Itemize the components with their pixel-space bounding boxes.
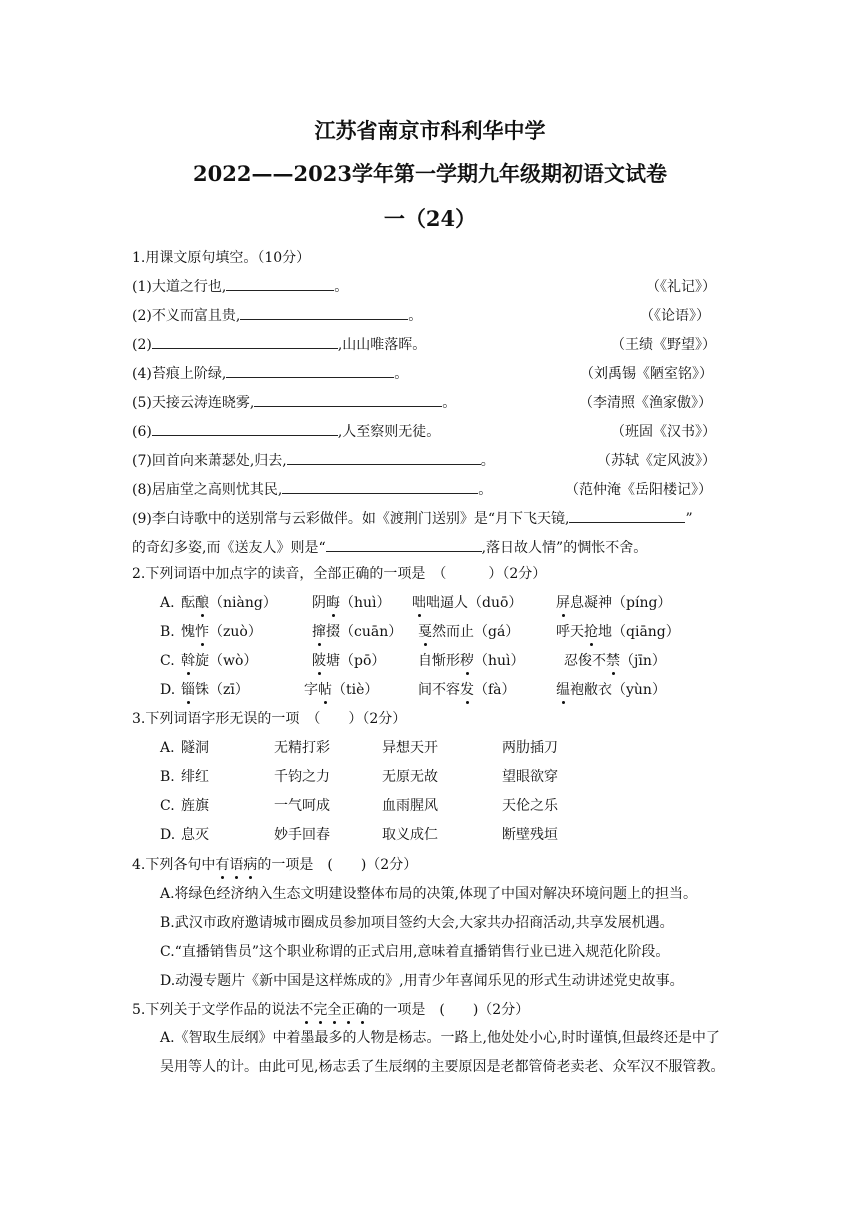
item-suffix: ,人至察则无徒。: [337, 424, 441, 440]
q1-item-7-source: （苏轼《定风波》）: [597, 453, 716, 469]
stem-text: 5.下列关于文学作品的说法: [132, 1002, 300, 1018]
answer-blank[interactable]: [152, 335, 338, 349]
exam-title: 2022——2023学年第一学期九年级期初语文试卷: [193, 161, 667, 186]
option-word: 绯红: [181, 769, 209, 785]
option-word: 无精打彩: [274, 740, 330, 756]
item-number: (8): [132, 482, 152, 498]
question-5-stem: [132, 1000, 529, 1020]
emphasis-dotted: 有语病: [215, 857, 258, 873]
q1-item-4: [132, 364, 408, 384]
item-prefix: 居庙堂之高则忧其民,: [151, 482, 283, 498]
option-word: 锱铢（zī）: [181, 682, 249, 698]
option-word: 斡旋（wò）: [181, 653, 258, 669]
q1-item-5-source: （李清照《渔家傲》）: [579, 395, 712, 411]
item-text: ,落日故人情”的惆怅不舍。: [481, 540, 648, 556]
option-letter: D.: [160, 827, 176, 843]
option-word: 阴晦（huì）: [312, 595, 391, 611]
stem-text: 的一项是 ( )（2分）: [257, 857, 418, 873]
q4-option-b: B.武汉市政府邀请城市圈成员参加项目签约大会,大家共办招商活动,共享发展机遇。: [160, 915, 674, 931]
q4-option-c: C.“直播销售员”这个职业称谓的正式启用,意味着直播销售行业已进入规范化阶段。: [160, 944, 670, 960]
q1-item-1: [132, 277, 348, 297]
item-suffix: ,山山唯落晖。: [337, 337, 427, 353]
exam-subtitle: 一（24）: [383, 206, 477, 231]
option-paragraph: A.《智取生辰纲》中着墨最多的人物是杨志。一路上,他处处小心,时时谨慎,但最终还是中了吴用等人的计。由此可见,杨志丢了生辰纲的主要原因是老都管倚老卖老、众军汉不服管教。: [160, 1030, 725, 1075]
item-suffix: 。: [478, 482, 493, 498]
q1-item-2: [132, 306, 422, 326]
option-word: 取义成仁: [382, 827, 438, 843]
option-word: 一气呵成: [274, 798, 330, 814]
item-prefix: 天接云涛连晓雾,: [151, 395, 255, 411]
option-word: 千钧之力: [274, 769, 330, 785]
option-word: 旌旗: [181, 798, 209, 814]
option-word: 缊袍敝衣（yùn）: [556, 682, 666, 698]
option-word: 间不容发（fà）: [418, 682, 516, 698]
item-number: (6): [132, 424, 152, 440]
school-name: 江苏省南京市科利华中学: [314, 118, 546, 143]
item-prefix: 不义而富且贵,: [151, 308, 241, 324]
item-number: (7): [132, 453, 152, 469]
answer-blank[interactable]: [569, 509, 685, 523]
answer-blank[interactable]: [240, 306, 408, 320]
item-suffix: 。: [334, 279, 349, 295]
item-suffix: 。: [394, 366, 409, 382]
option-letter: D.: [160, 682, 176, 698]
item-text: (9)李白诗歌中的送别常与云彩做伴。如《渡荆门送别》是“月下飞天镜,: [132, 511, 570, 527]
item-prefix: 苔痕上阶绿,: [151, 366, 227, 382]
option-word: 屏息凝神（píng）: [556, 595, 672, 611]
item-prefix: 大道之行也,: [151, 279, 227, 295]
q1-item-4-source: （刘禹锡《陋室铭》）: [580, 366, 713, 382]
item-number: (4): [132, 366, 152, 382]
item-suffix: 。: [408, 308, 423, 324]
answer-blank[interactable]: [254, 393, 442, 407]
option-word: 呼天抢地（qiāng）: [556, 624, 680, 640]
answer-blank[interactable]: [226, 277, 334, 291]
option-letter: B.: [160, 624, 175, 640]
q1-item-9-line-2: [132, 538, 647, 558]
question-3-stem: 3.下列词语字形无误的一项 （ ）（2分）: [132, 711, 407, 727]
option-word: 血雨腥风: [382, 798, 438, 814]
q1-item-9-line-1: [132, 509, 693, 529]
option-letter: C.: [160, 653, 175, 669]
item-suffix: 。: [480, 453, 495, 469]
option-word: 酝酿（niàng）: [181, 595, 277, 611]
option-word: 戛然而止（gá）: [418, 624, 520, 640]
item-number: (2): [132, 308, 152, 324]
q1-item-8: [132, 480, 492, 500]
q1-item-6-source: （班固《汉书》）: [611, 424, 716, 440]
option-word: 望眼欲穿: [502, 769, 558, 785]
q1-item-3: [132, 335, 426, 355]
q4-option-a: A.将绿色经济纳入生态文明建设整体布局的决策,体现了中国对解决环境问题上的担当。: [160, 886, 698, 902]
q1-item-1-source: （《礼记》）: [646, 279, 716, 295]
item-number: (1): [132, 279, 152, 295]
item-text: 的奇幻多姿,而《送友人》则是“: [132, 540, 326, 556]
item-number: (5): [132, 395, 152, 411]
q1-item-2-source: （《论语》）: [640, 308, 710, 324]
answer-blank[interactable]: [326, 538, 482, 552]
option-word: 咄咄逼人（duō）: [412, 595, 523, 611]
answer-blank[interactable]: [152, 422, 338, 436]
option-word: 息灭: [181, 827, 209, 843]
option-letter: C.: [160, 798, 175, 814]
q1-item-5: [132, 393, 456, 413]
answer-blank[interactable]: [226, 364, 394, 378]
question-1-stem: 1.用课文原句填空。（10分）: [132, 250, 311, 266]
question-4-stem: [132, 855, 417, 875]
option-word: 无原无故: [382, 769, 438, 785]
emphasis-dotted: 不完全正确: [299, 1002, 370, 1018]
q1-item-8-source: （范仲淹《岳阳楼记》）: [565, 482, 712, 498]
option-letter: A.: [160, 740, 175, 756]
item-number: (2): [132, 337, 152, 353]
option-word: 两肋插刀: [502, 740, 558, 756]
stem-text: 4.下列各句中: [132, 857, 216, 873]
option-word: 隧洞: [181, 740, 209, 756]
q1-item-6: [132, 422, 440, 442]
item-suffix: 。: [442, 395, 457, 411]
option-word: 字帖（tiè）: [304, 682, 379, 698]
answer-blank[interactable]: [282, 480, 478, 494]
q1-item-7: [132, 451, 495, 471]
q1-item-3-source: （王绩《野望》）: [611, 337, 716, 353]
option-letter: B.: [160, 769, 175, 785]
option-word: 天伦之乐: [502, 798, 558, 814]
close-quote: ”: [685, 511, 693, 527]
option-letter: A.: [160, 595, 175, 611]
option-word: 异想天开: [382, 740, 438, 756]
option-word: 愧怍（zuò）: [181, 624, 262, 640]
option-word: 陂塘（pō）: [312, 653, 386, 669]
q4-option-d: D.动漫专题片《新中国是这样炼成的》,用青少年喜闻乐见的形式生动讲述党史故事。: [160, 973, 684, 989]
option-word: 自惭形秽（huì）: [418, 653, 525, 669]
option-word: 撺掇（cuān）: [312, 624, 403, 640]
option-word: 断壁残垣: [502, 827, 558, 843]
option-word: 忍俊不禁（jīn）: [564, 653, 666, 669]
question-2-stem: 2.下列词语中加点字的读音，全部正确的一项是 （ ）（2分）: [132, 566, 547, 582]
item-prefix: 回首向来萧瑟处,归去,: [151, 453, 287, 469]
option-word: 妙手回春: [274, 827, 330, 843]
stem-text: 的一项是 ( )（2分）: [369, 1002, 530, 1018]
answer-blank[interactable]: [287, 451, 481, 465]
q5-option-a: [132, 1024, 732, 1081]
